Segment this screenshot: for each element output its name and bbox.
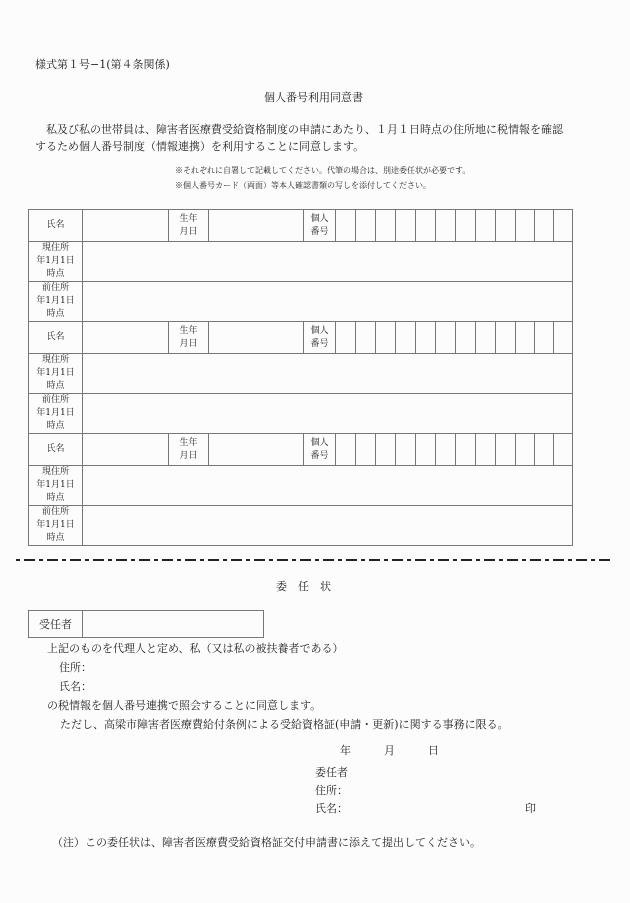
mynumber-digit-box[interactable] — [535, 210, 554, 242]
person-name-row — [29, 210, 573, 242]
seal-mark: 印 — [525, 802, 536, 815]
current-address-row — [29, 242, 573, 282]
person-name-row — [29, 322, 573, 354]
name-field[interactable] — [83, 210, 169, 242]
mynumber-digit-box[interactable] — [456, 434, 476, 466]
mynumber-digit-box[interactable] — [336, 210, 356, 242]
previous-address-row — [29, 394, 573, 434]
current-address-row — [29, 354, 573, 394]
current-address-row — [29, 466, 573, 506]
mynumber-digit-box[interactable] — [396, 210, 416, 242]
mynumber-digit-box[interactable] — [376, 210, 396, 242]
mynumber-digit-box[interactable] — [496, 434, 516, 466]
consent-text-line2: するため個人番号制度（情報連携）を利用することに同意します。 — [35, 140, 365, 153]
previous-address-label: 前住所 年1月1日 時点 — [29, 506, 83, 546]
mynumber-digit-box[interactable] — [516, 210, 535, 242]
current-address-label: 現住所 年1月1日 時点 — [29, 354, 83, 394]
previous-address-field[interactable] — [83, 282, 573, 322]
agent-label: 受任者 — [29, 611, 83, 637]
mynumber-digit-box[interactable] — [436, 322, 456, 354]
birthdate-field[interactable] — [209, 322, 304, 354]
previous-address-row — [29, 282, 573, 322]
name-label: 氏名 — [29, 322, 83, 354]
mynumber-digit-box[interactable] — [476, 434, 496, 466]
current-address-field[interactable] — [83, 466, 573, 506]
document-title: 個人番号利用同意書 — [264, 91, 363, 104]
mynumber-digit-box[interactable] — [554, 210, 573, 242]
previous-address-label: 前住所 年1月1日 時点 — [29, 394, 83, 434]
note-signature: ※それぞれに自署して記載してください。代筆の場合は、別途委任状が必要です。 — [175, 166, 471, 175]
mynumber-digit-box[interactable] — [456, 322, 476, 354]
mynumber-label: 個人 番号 — [304, 210, 336, 242]
mynumber-digit-box[interactable] — [376, 434, 396, 466]
mynumber-digit-box[interactable] — [436, 434, 456, 466]
delegator-address-label: 住所： — [315, 784, 348, 797]
note-id-copy: ※個人番号カード（両面）等本人確認書類の写しを添付してください。 — [175, 181, 431, 190]
proxy-text-line1: 上記のものを代理人と定め、私（又は私の被扶養者である） — [47, 642, 344, 655]
mynumber-digit-box[interactable] — [336, 434, 356, 466]
agent-box — [28, 610, 264, 638]
principal-address-label: 住所： — [59, 661, 92, 674]
proxy-text-line3: ただし、高梁市障害者医療費給付条例による受給資格証(申請・更新)に関する事務に限る。 — [60, 718, 509, 731]
mynumber-digit-box[interactable] — [554, 322, 573, 354]
mynumber-digit-box[interactable] — [535, 322, 554, 354]
mynumber-digit-box[interactable] — [396, 322, 416, 354]
mynumber-label: 個人 番号 — [304, 434, 336, 466]
birthdate-label: 生年 月日 — [169, 434, 209, 466]
mynumber-digit-box[interactable] — [535, 434, 554, 466]
name-field[interactable] — [83, 434, 169, 466]
date-day-label: 日 — [428, 744, 439, 757]
agent-field[interactable] — [83, 611, 263, 637]
form-number: 様式第１号−1(第４条関係) — [35, 58, 170, 71]
mynumber-digit-box[interactable] — [496, 322, 516, 354]
delegator-label: 委任者 — [315, 766, 348, 779]
birthdate-field[interactable] — [209, 434, 304, 466]
birthdate-label: 生年 月日 — [169, 322, 209, 354]
mynumber-digit-box[interactable] — [416, 322, 436, 354]
current-address-field[interactable] — [83, 354, 573, 394]
birthdate-label: 生年 月日 — [169, 210, 209, 242]
mynumber-digit-box[interactable] — [476, 210, 496, 242]
person-name-row — [29, 434, 573, 466]
current-address-label: 現住所 年1月1日 時点 — [29, 242, 83, 282]
name-label: 氏名 — [29, 210, 83, 242]
current-address-label: 現住所 年1月1日 時点 — [29, 466, 83, 506]
consent-text-line1: 私及び私の世帯員は、障害者医療費受給資格制度の申請にあたり、１月１日時点の住所地に税情報を確認 — [46, 123, 563, 136]
mynumber-digit-box[interactable] — [356, 434, 376, 466]
mynumber-digit-box[interactable] — [336, 322, 356, 354]
proxy-text-line2: の税情報を個人番号連携で照会することに同意します。 — [47, 699, 322, 712]
mynumber-digit-box[interactable] — [416, 434, 436, 466]
mynumber-digit-box[interactable] — [476, 322, 496, 354]
mynumber-digit-box[interactable] — [436, 210, 456, 242]
mynumber-digit-box[interactable] — [516, 434, 535, 466]
current-address-field[interactable] — [83, 242, 573, 282]
mynumber-digit-box[interactable] — [554, 434, 573, 466]
mynumber-label: 個人 番号 — [304, 322, 336, 354]
name-field[interactable] — [83, 322, 169, 354]
delegator-name-label: 氏名： — [315, 802, 348, 815]
mynumber-digit-box[interactable] — [356, 210, 376, 242]
birthdate-field[interactable] — [209, 210, 304, 242]
principal-name-label: 氏名： — [59, 680, 92, 693]
date-month-label: 月 — [384, 744, 395, 757]
previous-address-label: 前住所 年1月1日 時点 — [29, 282, 83, 322]
mynumber-digit-box[interactable] — [496, 210, 516, 242]
previous-address-field[interactable] — [83, 394, 573, 434]
proxy-title: 委 任 状 — [276, 580, 331, 593]
mynumber-digit-box[interactable] — [516, 322, 535, 354]
cut-line-divider — [16, 559, 612, 561]
previous-address-row — [29, 506, 573, 546]
consent-table — [28, 209, 573, 546]
previous-address-field[interactable] — [83, 506, 573, 546]
date-year-label: 年 — [340, 744, 351, 757]
mynumber-digit-box[interactable] — [456, 210, 476, 242]
mynumber-digit-box[interactable] — [356, 322, 376, 354]
proxy-footnote: （注）この委任状は、障害者医療費受給資格証交付申請書に添えて提出してください。 — [52, 836, 481, 849]
mynumber-digit-box[interactable] — [376, 322, 396, 354]
mynumber-digit-box[interactable] — [396, 434, 416, 466]
name-label: 氏名 — [29, 434, 83, 466]
mynumber-digit-box[interactable] — [416, 210, 436, 242]
